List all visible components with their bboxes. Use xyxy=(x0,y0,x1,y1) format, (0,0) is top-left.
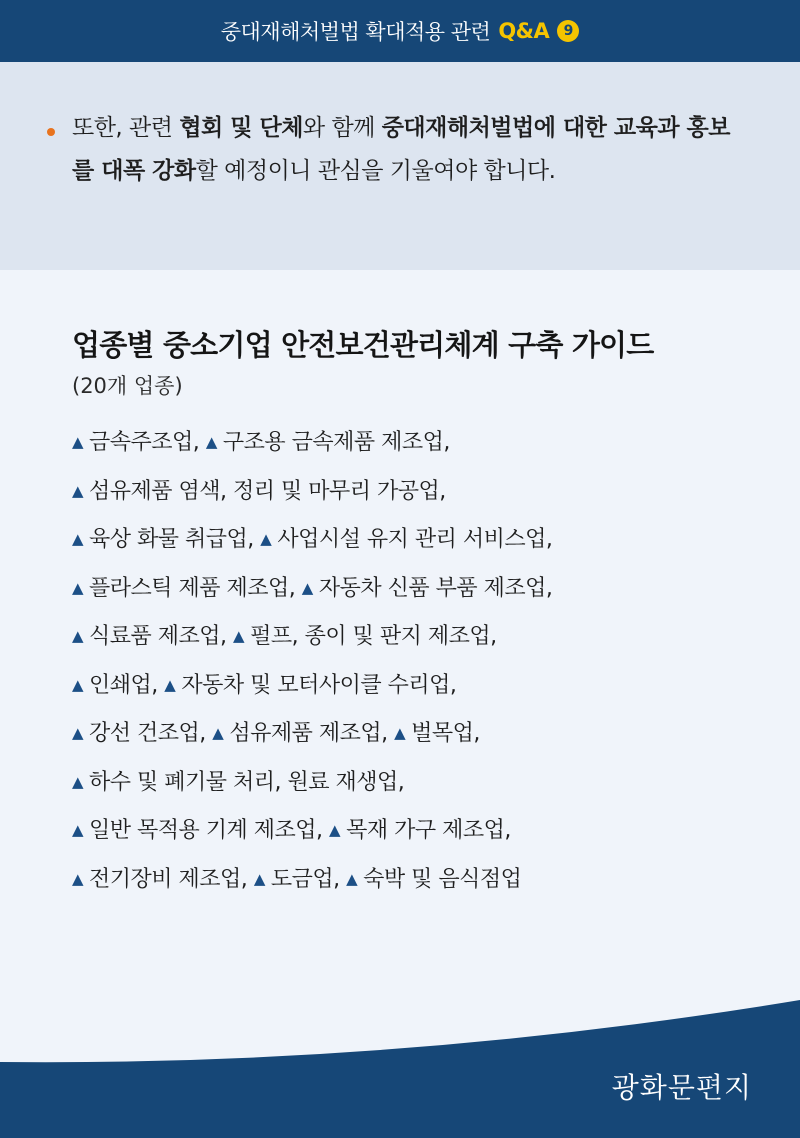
triangle-marker-icon: ▲ xyxy=(72,675,84,694)
triangle-marker-icon: ▲ xyxy=(346,869,358,888)
notice-emphasis: 중대재해처벌법에 대한 교육과 홍보를 대폭 강화 xyxy=(72,115,730,184)
industry-line xyxy=(72,425,752,474)
triangle-marker-icon: ▲ xyxy=(72,530,84,548)
industry-item: 벌목업, xyxy=(411,721,480,746)
triangle-marker-icon: ▲ xyxy=(72,724,84,742)
industry-line xyxy=(72,862,752,911)
triangle-marker-icon: ▲ xyxy=(72,821,84,839)
bullet-dot-icon xyxy=(47,128,55,136)
notice-segment: 할 예정이니 관심을 기울여야 합니다. xyxy=(195,158,556,184)
industry-line xyxy=(72,765,752,814)
notice-box xyxy=(0,62,800,270)
triangle-marker-icon: ▲ xyxy=(212,724,224,742)
notice-segment: 또한, 관련 xyxy=(72,115,180,141)
qa-label: Q&A xyxy=(498,19,550,43)
triangle-marker-icon: ▲ xyxy=(72,627,84,645)
industry-line xyxy=(72,619,752,668)
industry-item: 섬유제품 제조업, xyxy=(229,721,388,746)
industry-item: 사업시설 유지 관리 서비스업, xyxy=(277,527,553,552)
episode-number-badge: 9 xyxy=(557,20,579,42)
header-title-bar xyxy=(0,0,800,62)
triangle-marker-icon: ▲ xyxy=(164,675,176,694)
industry-item: 펄프, 종이 및 판지 제조업, xyxy=(250,624,497,649)
industry-line xyxy=(72,668,752,717)
triangle-marker-icon: ▲ xyxy=(394,724,406,742)
header-title: 중대재해처벌법 확대적용 관련 xyxy=(220,20,491,44)
triangle-marker-icon: ▲ xyxy=(72,433,84,451)
industry-item: 식료품 제조업, xyxy=(89,624,227,649)
industry-line xyxy=(72,522,752,571)
triangle-marker-icon: ▲ xyxy=(329,821,341,839)
industry-item: 구조용 금속제품 제조업, xyxy=(222,430,450,455)
industry-item: 금속주조업, xyxy=(89,430,200,455)
industry-line xyxy=(72,813,752,862)
industry-item: 섬유제품 염색, 정리 및 마무리 가공업, xyxy=(89,478,446,504)
industry-item: 육상 화물 취급업, xyxy=(89,527,254,552)
notice-segment: 와 함께 xyxy=(302,115,382,141)
industry-list xyxy=(72,425,752,910)
notice-text xyxy=(72,107,732,193)
industry-item: 강선 건조업, xyxy=(89,721,206,746)
triangle-marker-icon: ▲ xyxy=(72,481,84,500)
triangle-marker-icon: ▲ xyxy=(72,869,84,888)
industry-item: 목재 가구 제조업, xyxy=(346,818,511,843)
triangle-marker-icon: ▲ xyxy=(301,578,313,597)
triangle-marker-icon: ▲ xyxy=(72,578,84,597)
industry-item: 자동차 신품 부품 제조업, xyxy=(318,575,553,601)
industry-item: 하수 및 폐기물 처리, 원료 재생업, xyxy=(89,769,405,795)
industry-item: 전기장비 제조업, xyxy=(89,866,248,892)
industry-line xyxy=(72,716,752,765)
industry-line xyxy=(72,474,752,523)
guide-title: 업종별 중소기업 안전보건관리체계 구축 가이드 xyxy=(72,328,654,362)
triangle-marker-icon: ▲ xyxy=(72,772,84,791)
triangle-marker-icon: ▲ xyxy=(205,433,217,451)
industry-item: 일반 목적용 기계 제조업, xyxy=(89,818,323,843)
industry-line xyxy=(72,571,752,620)
triangle-marker-icon: ▲ xyxy=(253,869,265,888)
industry-item: 도금업, xyxy=(270,866,340,892)
triangle-marker-icon: ▲ xyxy=(233,627,245,645)
brand-logo: 광화문편지 xyxy=(611,1071,752,1104)
notice-emphasis: 협회 및 단체 xyxy=(179,115,303,141)
industry-item: 인쇄업, xyxy=(89,672,158,698)
guide-subtitle: (20개 업종) xyxy=(72,374,183,398)
industry-item: 숙박 및 음식점업 xyxy=(363,866,522,892)
industry-item: 자동차 및 모터사이클 수리업, xyxy=(181,672,457,698)
triangle-marker-icon: ▲ xyxy=(260,530,272,548)
industry-item: 플라스틱 제품 제조업, xyxy=(89,575,296,601)
